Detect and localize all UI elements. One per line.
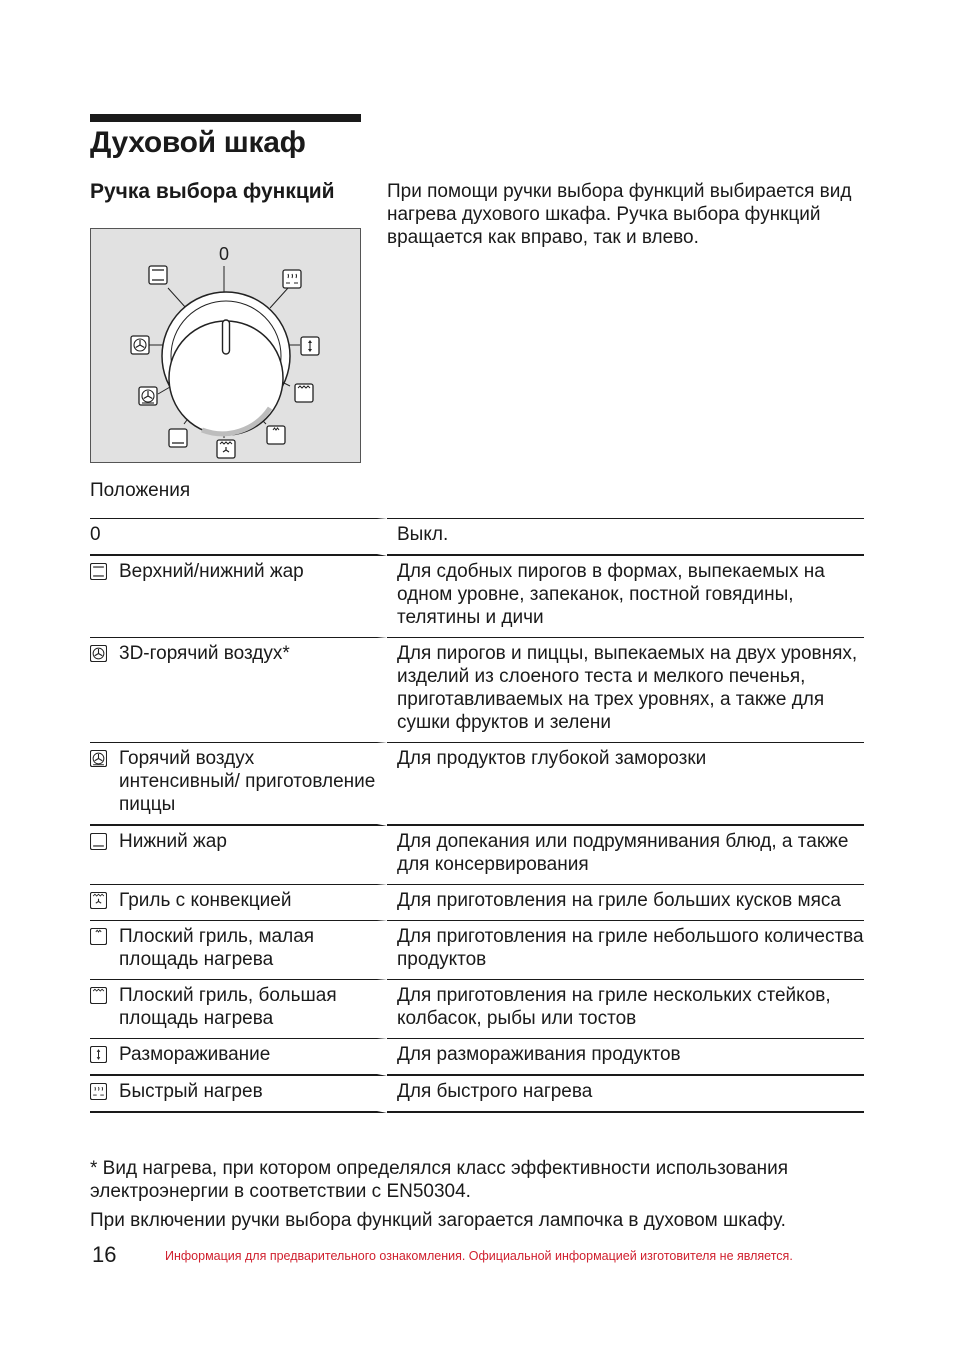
positions-table <box>90 518 864 1113</box>
hot-air-intensive-icon <box>139 387 157 405</box>
table-row <box>90 921 864 980</box>
bottom-heat-icon <box>169 429 187 447</box>
title-rule <box>90 114 361 122</box>
table-row <box>90 556 864 638</box>
page-title: Духовой шкаф <box>90 126 306 159</box>
table-row <box>90 980 864 1039</box>
defrost-icon <box>90 1046 107 1063</box>
disclaimer: Информация для предварительного ознакомления. Официальной информацией изготовителя не является. <box>165 1249 793 1263</box>
footnote: * Вид нагрева, при котором определялся класс эффективности использования электроэнергии в соответствии с EN50304. <box>90 1158 789 1202</box>
3d-hot-air-icon <box>131 336 149 354</box>
top-bottom-heat-icon <box>149 266 167 284</box>
mode-description: Для быстрого нагрева <box>387 1076 864 1113</box>
mode-description: Для приготовления на гриле больших кусков мяса <box>387 885 864 921</box>
convection-grill-icon <box>90 892 107 909</box>
function-knob-diagram <box>90 228 361 463</box>
mode-description: Для приготовления на гриле нескольких стейков, колбасок, рыбы или тостов <box>387 980 864 1039</box>
table-row <box>90 826 864 885</box>
large-grill-icon <box>295 384 313 402</box>
mode-name: Гриль с конвекцией <box>119 890 292 911</box>
hot-air-intensive-icon <box>90 750 107 767</box>
mode-name: 3D-горячий воздух* <box>119 643 290 664</box>
mode-name: Верхний/нижний жар <box>119 561 304 582</box>
mode-name: Плоский гриль, малая площадь нагрева <box>119 926 315 970</box>
knob-pointer <box>223 320 230 354</box>
mode-name: Горячий воздух интенсивный/ приготовление пиццы <box>119 748 376 815</box>
table-row <box>90 885 864 921</box>
defrost-icon <box>301 337 319 355</box>
mode-name: Нижний жар <box>119 831 227 852</box>
mode-name: Размораживание <box>119 1044 271 1065</box>
quick-heat-icon <box>90 1083 107 1100</box>
intro-text: При помощи ручки выбора функций выбирается вид нагрева духового шкафа. Ручка выбора функций вращается как вправо, так и влево. <box>387 181 852 248</box>
mode-description: Для допекания или подрумянивания блюд, а также для консервирования <box>387 826 864 885</box>
bottom-heat-icon <box>90 833 107 850</box>
top-bottom-heat-icon <box>90 563 107 580</box>
mode-name: Плоский гриль, большая площадь нагрева <box>119 985 337 1029</box>
positions-caption: Положения <box>90 480 191 501</box>
mode-description: Для приготовления на гриле небольшого количества продуктов <box>387 921 864 980</box>
mode-name: 0 <box>90 524 101 545</box>
quick-heat-icon <box>283 270 301 288</box>
mode-description: Для размораживания продуктов <box>387 1039 864 1076</box>
small-grill-icon <box>90 928 107 945</box>
3d-hot-air-icon <box>90 645 107 662</box>
mode-name: Быстрый нагрев <box>119 1081 263 1102</box>
table-row <box>90 1039 864 1076</box>
convection-grill-icon <box>217 440 235 458</box>
table-row <box>90 518 864 556</box>
small-grill-icon <box>267 426 285 444</box>
table-row <box>90 743 864 826</box>
mode-description: Для пирогов и пиццы, выпекаемых на двух уровнях, изделий из слоеного теста и мелкого печенья, приготавливаемых на трех уровнях, а также для сушки фруктов и зелени <box>387 638 864 743</box>
mode-description: Выкл. <box>387 518 864 556</box>
lamp-note: При включении ручки выбора функций загорается лампочка в духовом шкафу. <box>90 1210 786 1231</box>
large-grill-icon <box>90 987 107 1004</box>
page-number: 16 <box>92 1242 117 1267</box>
mode-description: Для сдобных пирогов в формах, выпекаемых на одном уровне, запеканок, постной говядины, телятины и дичи <box>387 556 864 638</box>
section-subtitle: Ручка выбора функций <box>90 180 335 203</box>
table-row <box>90 1076 864 1113</box>
mode-description: Для продуктов глубокой заморозки <box>387 743 864 826</box>
table-row <box>90 638 864 743</box>
zero-label: 0 <box>218 244 230 264</box>
